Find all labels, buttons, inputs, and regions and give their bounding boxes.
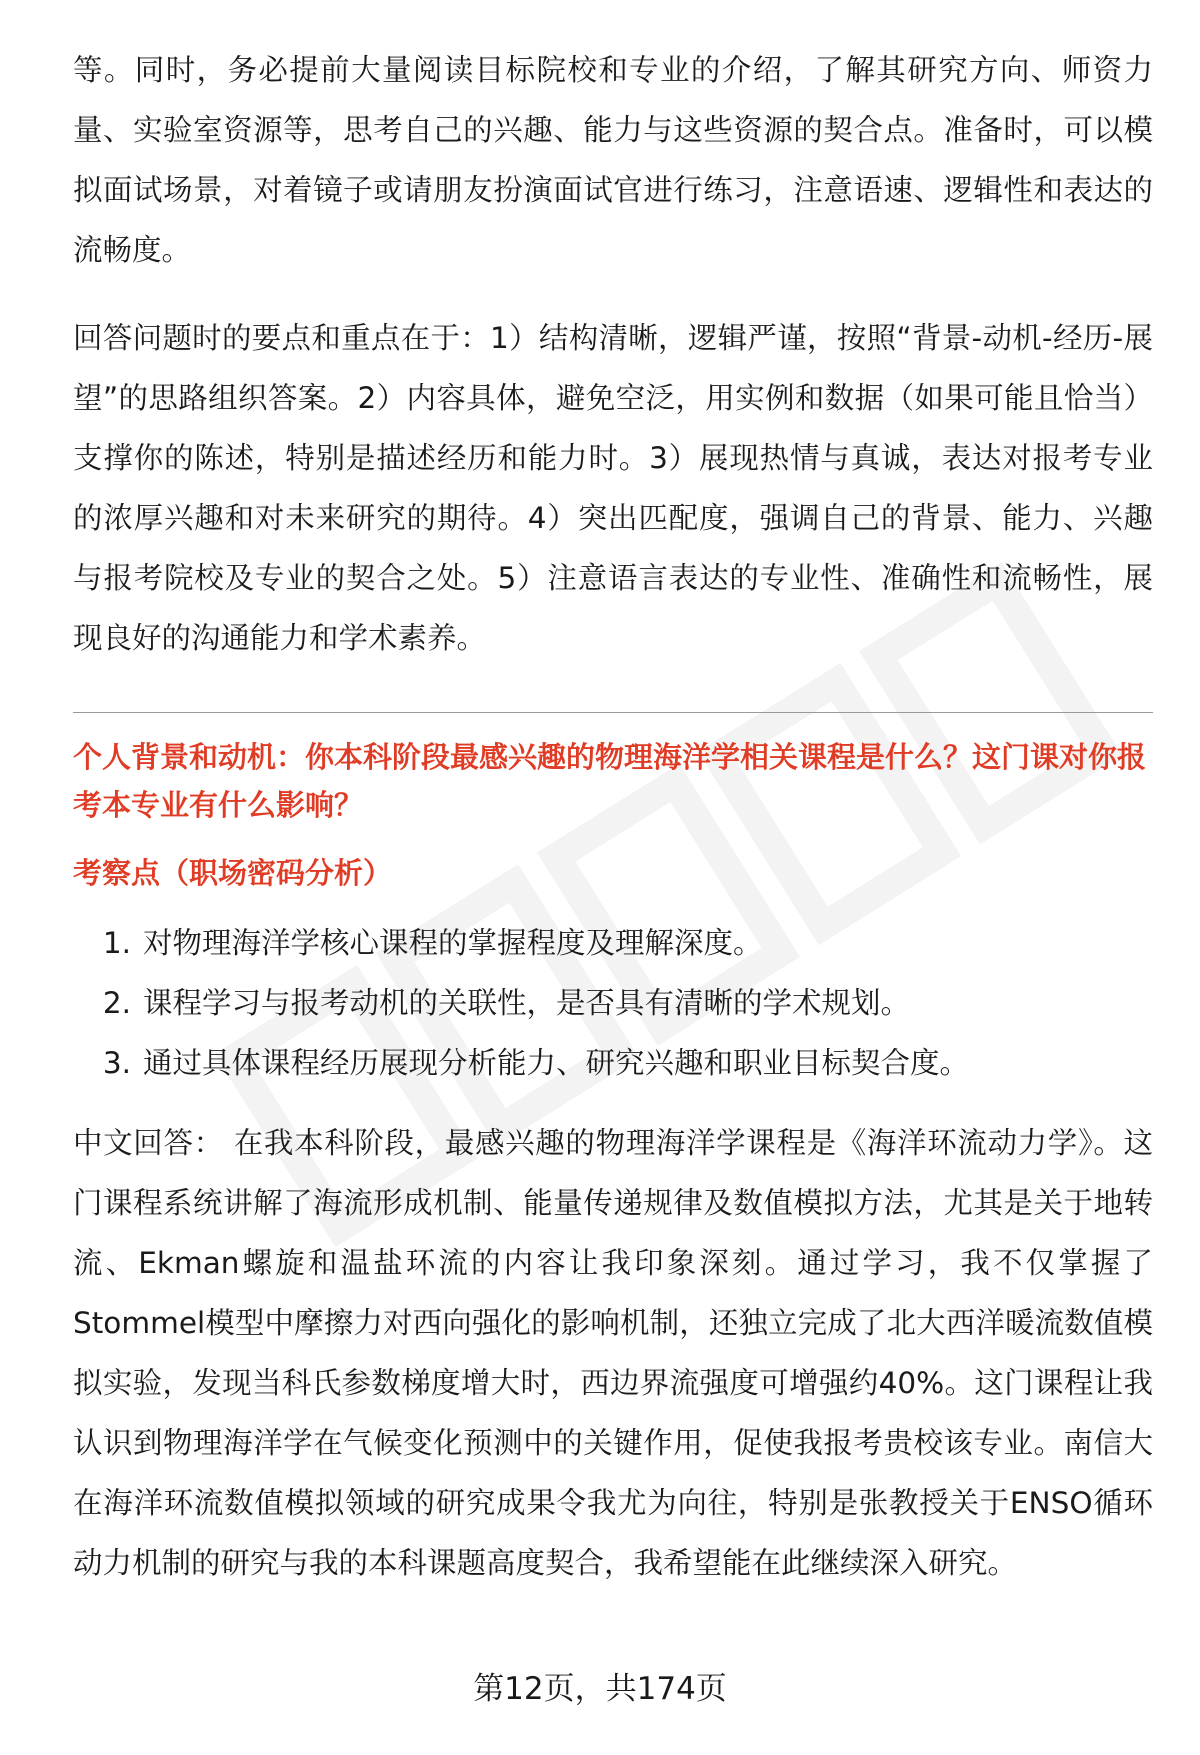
question-heading: 个人背景和动机：你本科阶段最感兴趣的物理海洋学相关课程是什么？这门课对你报考本专业有什么影响？ — [73, 740, 1147, 822]
chinese-answer: 中文回答： 在我本科阶段，最感兴趣的物理海洋学课程是《海洋环流动力学》。这门课程系统讲解了海流形成机制、能量传递规律及数值模拟方法，尤其是关于地转流、Ekman螺旋和温盐环流的内容让我印象深刻。通过学习，我不仅掌握了Stommel模型中摩擦力对西向强化的影响机制，还独立完成了北大西洋暖流数值模拟实验，发现当科氏参数梯度增大时，西边界流强度可增强约40%。这门课程让我认识到物理海洋学在气候变化预测中的关键作用，促使我报考贵校该专业。南信大在海洋环流数值模拟领域的研究成果令我尤为向往，特别是张教授关于ENSO循环动力机制的研究与我的本科课题高度契合，我希望能在此继续深入研究。 — [73, 1126, 1153, 1580]
list-item-text: 通过具体课程经历展现分析能力、研究兴趣和职业目标契合度。 — [143, 1046, 970, 1080]
paragraph-preparation: 等。同时，务必提前大量阅读目标院校和专业的介绍，了解其研究方向、师资力量、实验室资源等，思考自己的兴趣、能力与这些资源的契合点。准备时，可以模拟面试场景，对着镜子或请朋友扮演面试官进行练习，注意语速、逻辑性和表达的流畅度。 — [73, 53, 1153, 267]
list-item-text: 课程学习与报考动机的关联性，是否具有清晰的学术规划。 — [143, 986, 911, 1020]
list-item — [73, 1033, 1153, 1093]
list-item-number: 3. — [102, 1046, 131, 1080]
list-item-number: 2. — [102, 986, 131, 1020]
list-item — [73, 913, 1153, 973]
document-page — [73, 40, 1153, 1593]
page-number-footer: 第12页，共174页 — [473, 1671, 727, 1707]
list-item — [73, 973, 1153, 1033]
list-item-number: 1. — [102, 926, 131, 960]
analysis-list — [73, 913, 1153, 1093]
analysis-heading: 考察点（职场密码分析） — [73, 856, 393, 890]
paragraph-answer-tips: 回答问题时的要点和重点在于：1）结构清晰，逻辑严谨，按照“背景-动机-经历-展望”的思路组织答案。2）内容具体，避免空泛，用实例和数据（如果可能且恰当）支撑你的陈述，特别是描述经历和能力时。3）展现热情与真诚，表达对报考专业的浓厚兴趣和对未来研究的期待。4）突出匹配度，强调自己的背景、能力、兴趣与报考院校及专业的契合之处。5）注意语言表达的专业性、准确性和流畅性，展现良好的沟通能力和学术素养。 — [73, 321, 1153, 655]
list-item-text: 对物理海洋学核心课程的掌握程度及理解深度。 — [143, 926, 763, 960]
